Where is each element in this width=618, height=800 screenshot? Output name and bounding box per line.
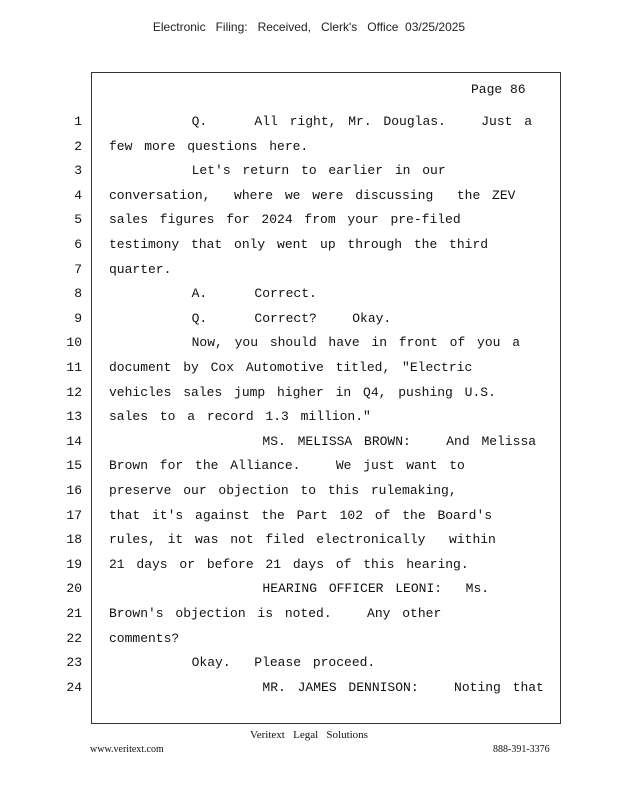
- transcript-line: [0, 409, 560, 429]
- line-number: 20: [66, 581, 82, 597]
- line-text: Let's return to earlier in our: [109, 163, 446, 179]
- transcript-line: [0, 139, 560, 159]
- transcript-line: [0, 581, 560, 601]
- line-text: Brown's objection is noted. Any other: [109, 606, 442, 621]
- line-text: few more questions here.: [109, 138, 309, 154]
- transcript-line: [0, 483, 560, 503]
- line-number: 16: [66, 483, 82, 498]
- line-text: Okay. Please proceed.: [109, 655, 376, 671]
- line-number: 7: [74, 261, 82, 277]
- line-text: preserve our objection to this rulemaking,: [109, 483, 457, 498]
- transcript-line: [0, 188, 560, 208]
- line-text: 21 days or before 21 days of this hearing.: [109, 556, 469, 572]
- transcript-line: [0, 680, 560, 700]
- transcript-line: [0, 311, 560, 331]
- line-text: testimony that only went up through the third: [109, 237, 489, 252]
- transcript-line: [0, 385, 560, 405]
- line-number: 22: [66, 630, 82, 646]
- transcript-line: [0, 286, 560, 306]
- line-text: Brown for the Alliance. We just want to: [109, 458, 465, 474]
- transcript-line: [0, 606, 560, 626]
- transcript-line: [0, 163, 560, 183]
- line-number: 19: [66, 556, 82, 572]
- line-number: 12: [66, 384, 82, 400]
- page-number: Page 86: [471, 82, 526, 97]
- transcript-line: [0, 335, 560, 355]
- line-number: 11: [66, 360, 82, 375]
- line-text: A. Correct.: [109, 286, 317, 302]
- transcript-line: [0, 262, 560, 282]
- line-number: 1: [74, 114, 82, 129]
- transcript-line: [0, 360, 560, 380]
- line-text: document by Cox Automotive titled, "Electric: [109, 360, 473, 375]
- line-number: 13: [66, 409, 82, 425]
- transcript-line: [0, 557, 560, 577]
- line-number: 21: [66, 606, 82, 621]
- line-text: Q. Correct? Okay.: [109, 310, 392, 326]
- line-number: 4: [74, 187, 82, 203]
- line-text: HEARING OFFICER LEONI: Ms.: [109, 581, 490, 597]
- line-number: 6: [74, 237, 82, 252]
- transcript-line: [0, 458, 560, 478]
- line-text: that it's against the Part 102 of the Board's: [109, 507, 493, 523]
- electronic-filing-header: Electronic Filing: Received, Clerk's Office 03/25/2025: [152, 20, 466, 34]
- line-number: 9: [74, 310, 82, 326]
- line-number: 24: [66, 679, 82, 695]
- footer-website: www.veritext.com: [90, 744, 164, 755]
- line-text: conversation, where we were discussing the ZEV: [109, 187, 516, 203]
- line-text: Now, you should have in front of you a: [109, 335, 521, 351]
- line-number: 18: [66, 532, 82, 548]
- line-number: 14: [66, 433, 82, 449]
- transcript-line: [0, 237, 560, 257]
- line-text: comments?: [109, 630, 180, 646]
- line-text: vehicles sales jump higher in Q4, pushing U.S.: [109, 384, 496, 400]
- line-number: 15: [66, 458, 82, 474]
- transcript-line: [0, 631, 560, 651]
- line-number: 17: [66, 507, 82, 523]
- footer-company: Veritext Legal Solutions: [250, 729, 368, 741]
- line-number: 2: [74, 138, 82, 154]
- footer-phone: 888-391-3376: [493, 744, 550, 755]
- transcript-line: [0, 434, 560, 454]
- transcript-line: [0, 532, 560, 552]
- line-text: MR. JAMES DENNISON: Noting that: [109, 679, 544, 695]
- line-number: 10: [66, 335, 82, 351]
- line-text: rules, it was not filed electronically within: [109, 532, 496, 548]
- transcript-line: [0, 114, 560, 134]
- transcript-line: [0, 508, 560, 528]
- transcript-line: [0, 212, 560, 232]
- line-number: 23: [66, 655, 82, 671]
- line-text: quarter.: [109, 261, 172, 277]
- line-number: 5: [74, 212, 82, 228]
- line-number: 8: [74, 286, 82, 302]
- line-text: MS. MELISSA BROWN: And Melissa: [109, 433, 537, 449]
- line-text: sales figures for 2024 from your pre-filed: [109, 212, 461, 228]
- line-number: 3: [74, 163, 82, 179]
- line-text: sales to a record 1.3 million.": [109, 409, 371, 425]
- transcript-line: [0, 655, 560, 675]
- line-text: Q. All right, Mr. Douglas. Just a: [109, 114, 533, 129]
